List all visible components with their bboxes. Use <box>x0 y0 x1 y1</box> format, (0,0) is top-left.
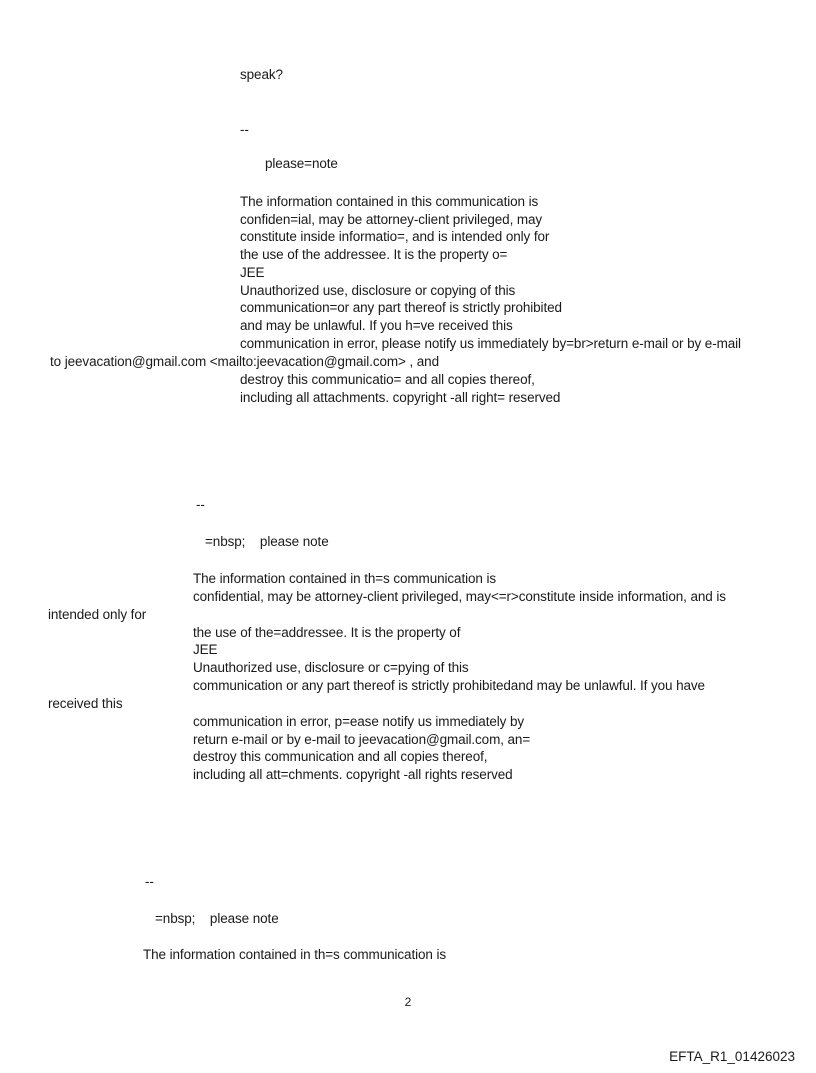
disclaimer-line: the use of the=addressee. It is the property of <box>193 625 461 640</box>
please-note-line: =nbsp; please note <box>155 911 279 926</box>
disclaimer-line: The information contained in this communication is <box>240 194 539 209</box>
disclaimer-line: Unauthorized use, disclosure or c=pying of this <box>193 660 469 675</box>
margin-overflow-line: to jeevacation@gmail.com <mailto:jeevacation@gmail.com> , and <box>50 354 439 369</box>
disclaimer-line: JEE <box>240 265 265 280</box>
disclaimer-line: destroy this communication and all copies thereof, <box>193 749 488 764</box>
please-note-line: =nbsp; please note <box>205 534 329 549</box>
disclaimer-line: communication in error, please notify us immediately by=br>return e-mail or by e-mail <box>240 336 741 351</box>
separator: -- <box>240 122 249 137</box>
disclaimer-line: the use of the addressee. It is the property o= <box>240 247 508 262</box>
disclaimer-line: communication in error, p=ease notify us immediately by <box>193 714 525 729</box>
disclaimer-line: Unauthorized use, disclosure or copying of this <box>240 283 516 298</box>
disclaimer-line: The information contained in th=s communication is <box>143 947 447 962</box>
disclaimer-line: and may be unlawful. If you h=ve received this <box>240 318 513 333</box>
disclaimer-line: return e-mail or by e-mail to jeevacation@gmail.com, an= <box>193 732 531 747</box>
speak-line: speak? <box>240 67 283 82</box>
please-note-line: please=note <box>265 156 338 171</box>
disclaimer-line: including all attachments. copyright -all right= reserved <box>240 390 561 405</box>
disclaimer-line: communication=or any part thereof is strictly prohibited <box>240 300 562 315</box>
separator: -- <box>196 497 205 512</box>
margin-overflow-line: intended only for <box>48 607 147 622</box>
margin-overflow-line: received this <box>48 696 123 711</box>
disclaimer-line: destroy this communicatio= and all copies thereof, <box>240 372 535 387</box>
page-number: 2 <box>404 995 412 1009</box>
separator: -- <box>145 874 154 889</box>
disclaimer-line: JEE <box>193 642 218 657</box>
disclaimer-line: constitute inside informatio=, and is intended only for <box>240 229 550 244</box>
disclaimer-line: confidential, may be attorney-client privileged, may<=r>constitute inside information, and is <box>193 589 726 604</box>
disclaimer-line: including all att=chments. copyright -all rights reserved <box>193 767 513 782</box>
disclaimer-line: confiden=ial, may be attorney-client privileged, may <box>240 212 543 227</box>
disclaimer-line: communication or any part thereof is strictly prohibitedand may be unlawful. If you have <box>193 678 705 693</box>
disclaimer-line: The information contained in th=s communication is <box>193 571 497 586</box>
bates-number: EFTA_R1_01426023 <box>669 1049 795 1064</box>
